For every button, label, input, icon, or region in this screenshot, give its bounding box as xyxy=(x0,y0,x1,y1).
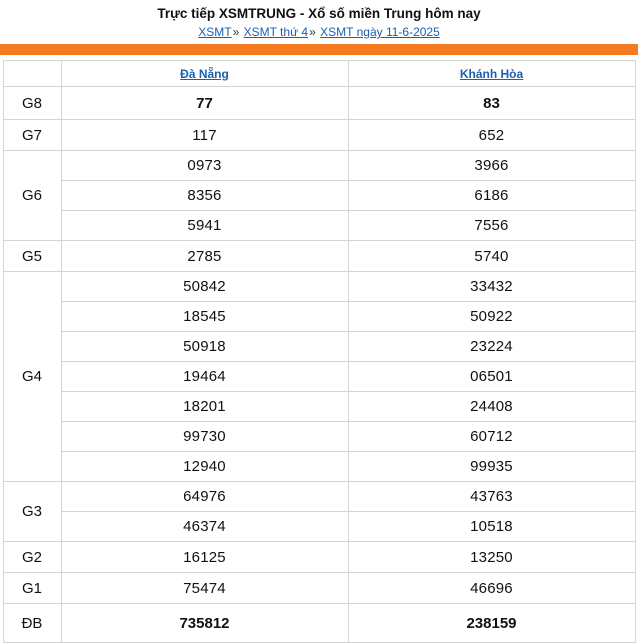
breadcrumb-item-xsmt[interactable]: XSMT xyxy=(198,25,232,39)
prize-value-khanh-hoa: 99935 xyxy=(348,452,635,482)
prize-label: G2 xyxy=(3,542,61,573)
prize-value-da-nang: 0973 xyxy=(61,151,348,181)
accent-bar xyxy=(0,44,638,55)
prize-value-da-nang: 5941 xyxy=(61,211,348,241)
prize-value-da-nang: 117 xyxy=(61,120,348,151)
breadcrumb xyxy=(0,24,638,41)
table-row xyxy=(3,211,635,241)
prize-value-khanh-hoa: 10518 xyxy=(348,512,635,542)
breadcrumb-item-date[interactable]: XSMT ngày 11-6-2025 xyxy=(320,25,440,39)
prize-value-khanh-hoa: 46696 xyxy=(348,573,635,604)
prize-value-da-nang: 99730 xyxy=(61,422,348,452)
prize-value-da-nang: 50842 xyxy=(61,272,348,302)
prize-value-da-nang: 12940 xyxy=(61,452,348,482)
prize-value-khanh-hoa: 5740 xyxy=(348,241,635,272)
table-row xyxy=(3,482,635,512)
table-row xyxy=(3,332,635,362)
prize-label: ĐB xyxy=(3,604,61,643)
prize-label: G4 xyxy=(3,272,61,482)
header-cell-empty xyxy=(3,61,61,87)
prize-value-khanh-hoa: 3966 xyxy=(348,151,635,181)
prize-value-da-nang: 50918 xyxy=(61,332,348,362)
prize-label: G5 xyxy=(3,241,61,272)
table-row xyxy=(3,512,635,542)
prize-label: G6 xyxy=(3,151,61,241)
table-header-row xyxy=(3,61,635,87)
breadcrumb-separator-1: » xyxy=(232,25,240,39)
prize-value-khanh-hoa: 652 xyxy=(348,120,635,151)
table-row xyxy=(3,272,635,302)
prize-value-khanh-hoa: 6186 xyxy=(348,181,635,211)
prize-value-da-nang: 18201 xyxy=(61,392,348,422)
table-row xyxy=(3,542,635,573)
prize-value-khanh-hoa: 83 xyxy=(348,87,635,120)
prize-value-da-nang: 16125 xyxy=(61,542,348,573)
prize-value-da-nang: 77 xyxy=(61,87,348,120)
table-row xyxy=(3,422,635,452)
prize-value-da-nang: 735812 xyxy=(61,604,348,643)
table-row xyxy=(3,151,635,181)
prize-value-da-nang: 2785 xyxy=(61,241,348,272)
table-row xyxy=(3,241,635,272)
prize-value-da-nang: 19464 xyxy=(61,362,348,392)
page-title: Trực tiếp XSMTRUNG - Xổ số miền Trung hôm nay xyxy=(157,6,481,21)
page-header xyxy=(0,0,638,41)
prize-value-khanh-hoa: 43763 xyxy=(348,482,635,512)
header-cell-khanh-hoa xyxy=(348,61,635,87)
prize-value-khanh-hoa: 23224 xyxy=(348,332,635,362)
prize-value-da-nang: 8356 xyxy=(61,181,348,211)
prize-value-da-nang: 46374 xyxy=(61,512,348,542)
prize-label: G1 xyxy=(3,573,61,604)
breadcrumb-item-xsmt-thu-4[interactable]: XSMT thứ 4 xyxy=(243,25,309,39)
table-row xyxy=(3,573,635,604)
prize-value-da-nang: 64976 xyxy=(61,482,348,512)
table-row xyxy=(3,87,635,120)
prize-value-khanh-hoa: 50922 xyxy=(348,302,635,332)
table-row xyxy=(3,120,635,151)
province-link-khanh-hoa[interactable]: Khánh Hòa xyxy=(459,66,524,81)
table-row xyxy=(3,302,635,332)
prize-value-khanh-hoa: 60712 xyxy=(348,422,635,452)
table-row xyxy=(3,181,635,211)
prize-value-khanh-hoa: 24408 xyxy=(348,392,635,422)
table-row xyxy=(3,362,635,392)
breadcrumb-separator-2: » xyxy=(309,25,316,39)
prize-label: G3 xyxy=(3,482,61,542)
prize-label: G8 xyxy=(3,87,61,120)
header-cell-da-nang xyxy=(61,61,348,87)
table-row xyxy=(3,392,635,422)
prize-value-khanh-hoa: 7556 xyxy=(348,211,635,241)
prize-label: G7 xyxy=(3,120,61,151)
province-link-da-nang[interactable]: Đà Nẵng xyxy=(180,66,229,81)
prize-value-khanh-hoa: 238159 xyxy=(348,604,635,643)
prize-value-khanh-hoa: 33432 xyxy=(348,272,635,302)
table-row xyxy=(3,604,635,643)
prize-value-da-nang: 18545 xyxy=(61,302,348,332)
lottery-results-table xyxy=(3,60,636,643)
table-row xyxy=(3,452,635,482)
prize-value-da-nang: 75474 xyxy=(61,573,348,604)
prize-value-khanh-hoa: 13250 xyxy=(348,542,635,573)
prize-value-khanh-hoa: 06501 xyxy=(348,362,635,392)
